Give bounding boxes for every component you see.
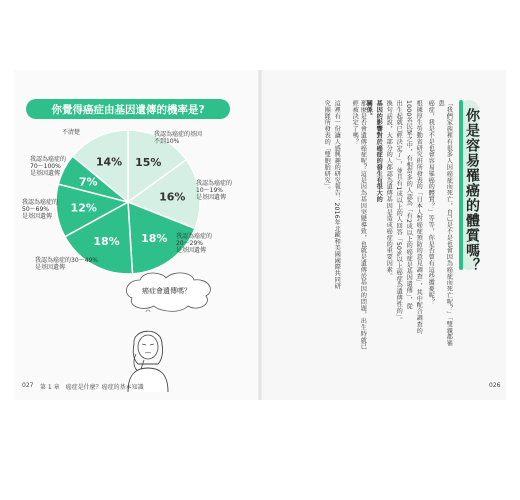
page-title: 你是容易罹癌的體質嗎？ xyxy=(464,108,480,273)
slice-label-30-49: 我認為癌症的30～49% 是基因遺傳 xyxy=(35,257,98,271)
paragraph-9: 那麼是否會遺傳癌症呢？這是因為基因突變導致，也就是遺傳於基因的問題，出生時就已經被決定了嗎？ xyxy=(351,100,367,350)
slice-label-20-29: 我認為癌症的 20～29% 是基因遺傳 xyxy=(176,233,213,254)
left-running-head: 第 1 章 癌症是什麼？癌症的基本知識 xyxy=(40,384,144,391)
chart-title: 你覺得癌症由基因遺傳的機率是? xyxy=(26,99,230,119)
paragraph-4: 1000名民眾之中，有相當多的人認為「有2成以上的癌症是基因遺傳」，從 xyxy=(405,100,413,310)
slice-label-under-10: 我認為癌症的基因 不到10% xyxy=(154,131,203,145)
paragraph-1: 「我們家族裡有很多人因癌症而死亡，自己是不是也會因為癌症而死亡呢？」「雙親都罹患 xyxy=(437,100,453,347)
paragraph-10: 這裡有一份讓人感興趣的研究報告：2016年北歐和美國國際共同研 xyxy=(333,100,341,290)
paragraph-11: 究團隊所發表的「雙胞胎研究」。 xyxy=(323,100,331,193)
pie-chart xyxy=(53,127,203,277)
left-folio: 027 xyxy=(22,382,34,389)
slice-label-50-69: 我認為癌症的 50～69% 是基因遺傳 xyxy=(22,199,59,220)
book-gutter xyxy=(258,70,262,400)
right-folio: 026 xyxy=(489,382,501,389)
paragraph-5: 出生起就已經決定了」，並且有1成以上的人回答「50%以上癌症為遺傳性的」。 xyxy=(395,100,403,324)
paragraph-3: 根據厚生勞動省研究班所發表的「日本人對癌症預防的意見調查」，其中配合調查的 xyxy=(415,100,423,334)
slice-value: 14% xyxy=(95,155,123,169)
paragraph-6: 換句話說，大部分的人都認為遺傳基因是造成癌症的重要因素。 xyxy=(385,100,393,280)
slice-value: 15% xyxy=(135,156,162,170)
paragraph-2: 癌症，我是不是也會容易罹癌的體質？」等等，你是否曾有這些擔憂呢？ xyxy=(427,100,435,305)
bubble-text: 癌症會遺傳嗎？ xyxy=(142,287,191,295)
slice-value: 7% xyxy=(78,175,98,189)
slice-value: 18% xyxy=(93,235,120,249)
paragraph-8: 關係。 xyxy=(365,100,373,120)
slice-value: 12% xyxy=(70,201,97,215)
slice-label-10-19: 我認為癌症的 10～19% 是基因遺傳 xyxy=(196,180,233,201)
paragraph-7: 基因的影響對於癌症的發生有很大的 xyxy=(375,100,383,203)
slice-label-70-100: 我認為癌症的 70～100% 是基因遺傳 xyxy=(30,156,67,177)
slice-value: 18% xyxy=(141,232,168,246)
slice-value: 16% xyxy=(159,190,186,204)
slice-label-unknown: 不清楚 xyxy=(62,129,81,136)
